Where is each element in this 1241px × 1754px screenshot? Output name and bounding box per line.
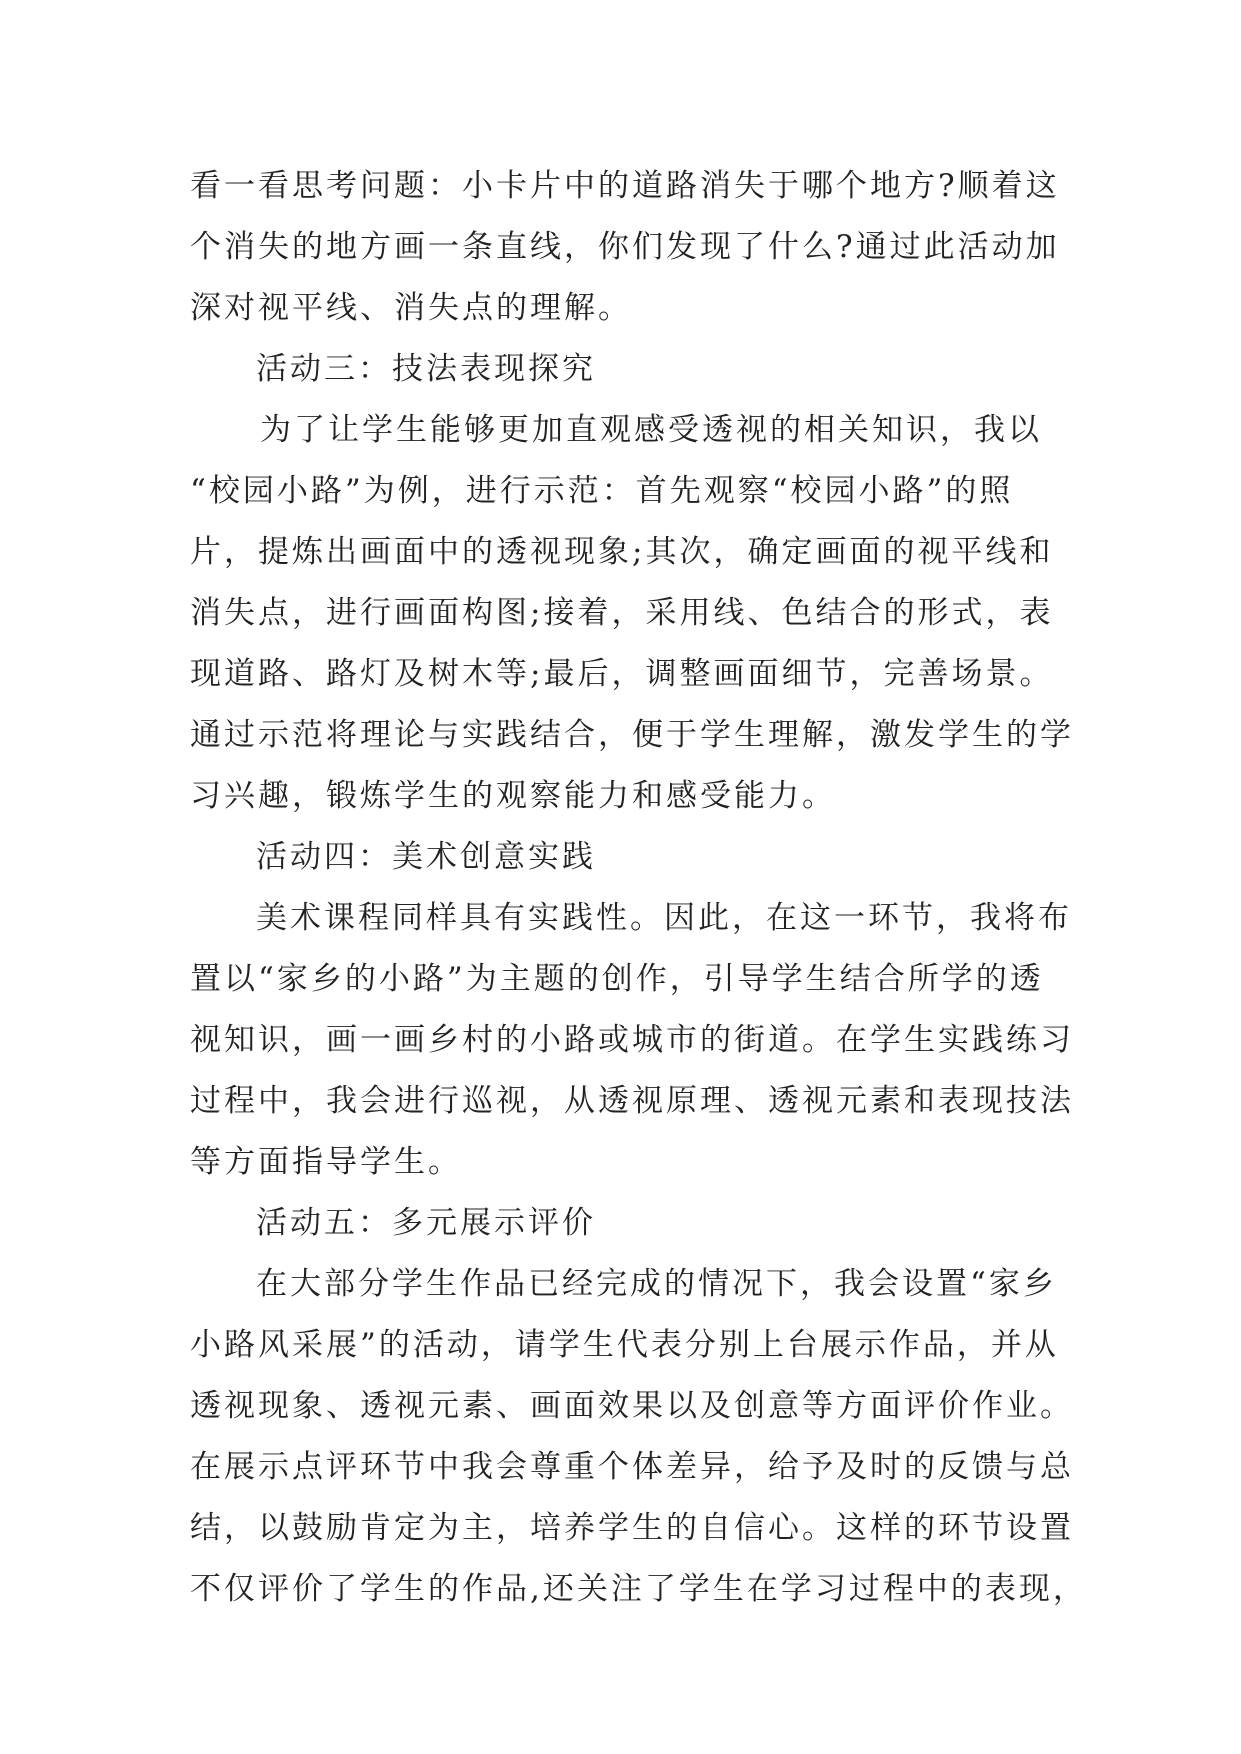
text-line: 看一看思考问题：小卡片中的道路消失于哪个地方?顺着这 (190, 168, 1060, 204)
text-line: 个消失的地方画一条直线，你们发现了什么?通过此活动加 (190, 229, 1060, 265)
text-line: 习兴趣，锻炼学生的观察能力和感受能力。 (190, 778, 836, 814)
text-line: 结，以鼓励肯定为主，培养学生的自信心。这样的环节设置 (190, 1510, 1074, 1546)
text-line: 不仅评价了学生的作品,还关注了学生在学习过程中的表现， (190, 1571, 1087, 1607)
text-line: 置以“家乡的小路”为主题的创作，引导学生结合所学的透 (190, 961, 1044, 997)
text-line: 片，提炼出画面中的透视现象;其次，确定画面的视平线和 (190, 534, 1054, 570)
text-line: 消失点，进行画面构图;接着，采用线、色结合的形式，表 (190, 595, 1054, 631)
text-line: 过程中，我会进行巡视，从透视原理、透视元素和表现技法 (190, 1083, 1074, 1119)
text-line: 等方面指导学生。 (190, 1144, 462, 1180)
document-body (190, 156, 1087, 1620)
section-heading-activity-3: 活动三：技法表现探究 (256, 351, 596, 387)
text-line: 小路风采展”的活动，请学生代表分别上台展示作品，并从 (190, 1327, 1059, 1363)
text-line: 深对视平线、消失点的理解。 (190, 290, 632, 326)
text-line: 在展示点评环节中我会尊重个体差异，给予及时的反馈与总 (190, 1449, 1074, 1485)
paragraph-first-line: 为了让学生能够更加直观感受透视的相关知识，我以 (260, 412, 1042, 448)
paragraph-first-line: 在大部分学生作品已经完成的情况下，我会设置“家乡 (256, 1266, 1057, 1302)
text-line: 透视现象、透视元素、画面效果以及创意等方面评价作业。 (190, 1388, 1074, 1424)
text-line: 通过示范将理论与实践结合，便于学生理解，激发学生的学 (190, 717, 1074, 753)
paragraph-first-line: 美术课程同样具有实践性。因此，在这一环节，我将布 (256, 900, 1072, 936)
section-heading-activity-5: 活动五：多元展示评价 (256, 1205, 596, 1241)
text-line: 视知识，画一画乡村的小路或城市的街道。在学生实践练习 (190, 1022, 1074, 1058)
text-line: 现道路、路灯及树木等;最后，调整画面细节，完善场景。 (190, 656, 1054, 692)
text-line: “校园小路”为例，进行示范：首先观察“校园小路”的照 (190, 473, 1014, 509)
section-heading-activity-4: 活动四：美术创意实践 (256, 839, 596, 875)
